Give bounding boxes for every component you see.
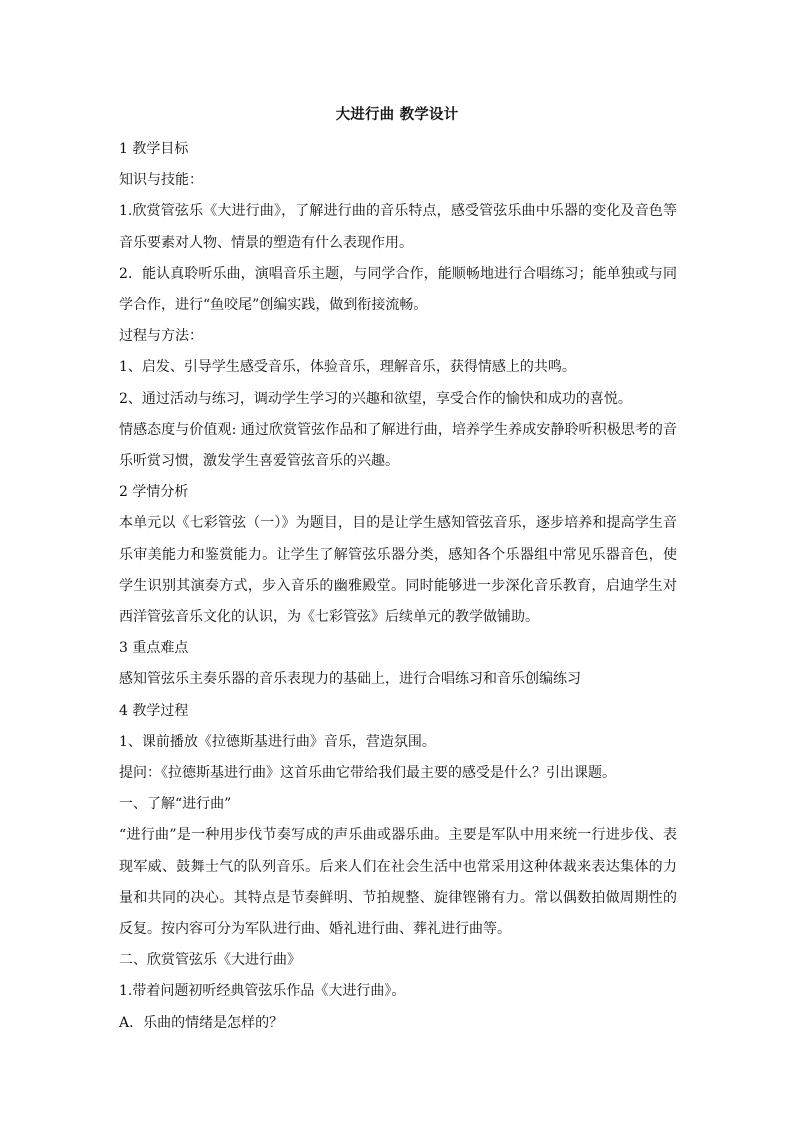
paragraph: 1、启发、引导学生感受音乐，体验音乐，理解音乐，获得情感上的共鸣。 [119, 359, 576, 376]
paragraph: 1.欣赏管弦乐《大进行曲》，了解进行曲的音乐特点，感受管弦乐曲中乐器的变化及音色等音乐要素对人物、情景的塑造有什么表现作用。 [119, 203, 677, 251]
paragraph: 情感态度与价值观: 通过欣赏管弦作品和了解进行曲，培养学生养成安静聆听积极思考的音乐听赏习惯，激发学生喜爱管弦音乐的兴趣。 [119, 421, 677, 470]
section-heading-key-points: 3 重点难点 [119, 640, 189, 657]
document-body [119, 134, 677, 1039]
paragraph: 2、通过活动与练习，调动学生学习的兴趣和欲望，享受合作的愉快和成功的喜悦。 [119, 390, 632, 407]
subheading-knowledge-skills: 知识与技能： [119, 172, 203, 189]
paragraph: 2．能认真聆听乐曲，演唱音乐主题，与同学合作，能顺畅地进行合唱练习；能单独或与同学合作，进行“鱼咬尾”创编实践，做到衔接流畅。 [119, 265, 677, 314]
subheading-process-method: 过程与方法： [119, 328, 203, 345]
paragraph: 感知管弦乐主奏乐器的音乐表现力的基础上，进行合唱练习和音乐创编练习 [119, 671, 581, 688]
section-heading-analysis: 2 学情分析 [119, 484, 189, 501]
subheading-appreciation: 二、欣赏管弦乐《大进行曲》 [119, 952, 301, 969]
paragraph: 1、课前播放《拉德斯基进行曲》音乐，营造氛围。 [119, 733, 436, 750]
paragraph: A．乐曲的情绪是怎样的？ [119, 1014, 284, 1031]
section-heading-process: 4 教学过程 [119, 702, 189, 719]
subheading-march: 一、了解“进行曲” [119, 796, 232, 813]
paragraph: 1.带着问题初听经典管弦乐作品《大进行曲》。 [119, 983, 406, 1000]
paragraph: “进行曲”是一种用步伐节奏写成的声乐曲或器乐曲。主要是军队中用来统一行进步伐、表现军威、鼓舞士气的队列音乐。后来人们在社会生活中也常采用这种体裁来表达集体的力量和共同的决心。其特点是节奏鲜明、节拍规整、旋律铿锵有力。常以偶数拍做周期性的反复。按内容可分为军队进行曲、婚礼进行曲、葬礼进行曲等。 [119, 827, 677, 938]
section-heading-objectives: 1 教学目标 [119, 141, 189, 157]
document-title: 大进行曲 教学设计 [335, 106, 459, 123]
paragraph: 本单元以《七彩管弦（一）》为题目，目的是让学生感知管弦音乐，逐步培养和提高学生音乐审美能力和鉴赏能力。让学生了解管弦乐器分类，感知各个乐器组中常见乐器音色，使学生识别其演奏方式，步入音乐的幽雅殿堂。同时能够进一步深化音乐教育，启迪学生对西洋管弦音乐文化的认识，为《七彩管弦》后续单元的教学做铺助。 [119, 515, 677, 626]
paragraph: 提问：《拉德斯基进行曲》这首乐曲它带给我们最主要的感受是什么？引出课题。 [119, 765, 616, 782]
